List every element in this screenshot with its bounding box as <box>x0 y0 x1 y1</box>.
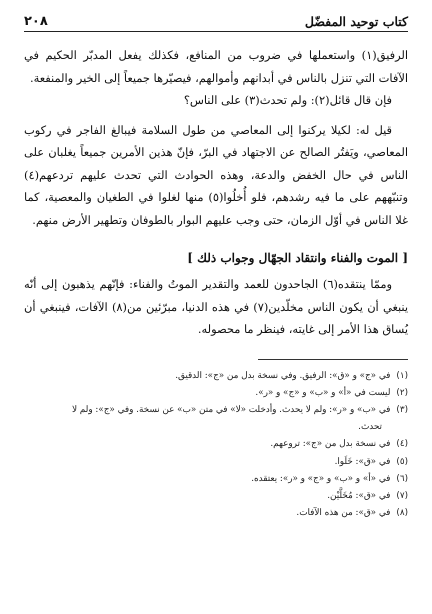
footnote-number: (٣) <box>396 404 408 415</box>
footnote-number: (٢) <box>396 387 408 398</box>
footnote <box>24 402 408 419</box>
footnote <box>24 368 408 385</box>
footnote-number: (٥) <box>396 456 408 467</box>
section-text <box>24 273 408 341</box>
paragraph: وممّا ينتقده(٦) الجاحدون للعمد والتقدير الموتُ والفناء: فإنّهم يذهبون إلى أنّه ينبغي أن يكون الناس مخلّدين(٧) في هذه الدنيا، مبرّئين من(٨) الآفات، فينبغي أن يُساق هذا الأمر إلى غايته، فينظر ما محصوله. <box>24 277 408 336</box>
footnote-number: (٤) <box>396 439 408 450</box>
footnote-text: ليست في «أ» و «ب» و «ج» و «ر». <box>255 387 391 398</box>
main-text <box>24 44 408 231</box>
footnote-divider <box>258 359 408 360</box>
footnote-number: (٨) <box>396 508 408 519</box>
footnote-text: في نسخة بدل من «ج»: تروعهم. <box>270 439 391 450</box>
section-heading: [ الموت والفناء وانتقاد الجهّال وجواب ذلك ] <box>187 251 408 265</box>
footnote-number: (٦) <box>396 473 408 484</box>
paragraph: فإن قال قائل(٢): ولم تحدث(٣) على الناس؟ <box>183 93 392 107</box>
footnote <box>24 436 408 453</box>
footnote-text: في «أ» و «ب» و «ج» و «ر»: يعتقده. <box>251 473 391 484</box>
book-page <box>24 12 408 606</box>
footnote-text: في «ق»: مُخَلَّيْن. <box>327 490 391 501</box>
paragraph: قيل له: لكيلا يركنوا إلى المعاصي من طول السلامة فيبالغ الفاجر في ركوب المعاصي، ويَفتُر الصالح عن الاجتهاد في البرّ، فإنّ هذين الأمرين جميعاً يغلبان على الناس في حال الخفض والدعة، وهذه الحوادث التي تحدث عليهم تردعهم(٤) وتنبّههم على ما فيه رشدهم، فلو أُخلُوا(٥) منها لغلوا في الطغيان والمعصية، كما غلا الناس في أوّل الزمان، حتى وجب عليهم البوار بالطوفان وتطهير الأرض منهم. <box>24 122 408 227</box>
paragraph: الرفيق(١) واستعملها في ضروب من المنافع، فكذلك يفعل المدبّر الحكيم في الآفات التي تنزل بالناس في أبدانهم وأموالهم، فيصيّرها جميعاً إلى الخير والمنفعة. <box>24 48 408 85</box>
footnote-continuation: تحدث. <box>358 422 382 433</box>
footnote-number: (٧) <box>396 490 408 501</box>
footnote <box>24 505 408 522</box>
footnote-number: (١) <box>396 370 408 381</box>
footnote-text: في «ج» و «ق»: الرفيق. وفي نسخة بدل من «ج»: الدقيق. <box>175 370 391 381</box>
page-number: ٢٠٨ <box>24 14 48 29</box>
footnote <box>24 454 408 471</box>
running-title: كتاب توحيد المفضّل <box>304 14 408 29</box>
footnote <box>24 488 408 505</box>
footnote-text: في «ب» و «ر»: ولم لا يحدث. وأدخلت «لا» في متن «ب» عن نسخة. وفي «ج»: ولم لا <box>71 404 391 415</box>
footnote <box>24 471 408 488</box>
footnote-text: في «ق»: خَلَوا. <box>334 456 391 467</box>
footnote <box>24 385 408 402</box>
footnote-text: في «ق»: من هذه الآفات. <box>296 508 391 519</box>
footnotes <box>24 368 408 523</box>
page-header <box>24 12 408 32</box>
